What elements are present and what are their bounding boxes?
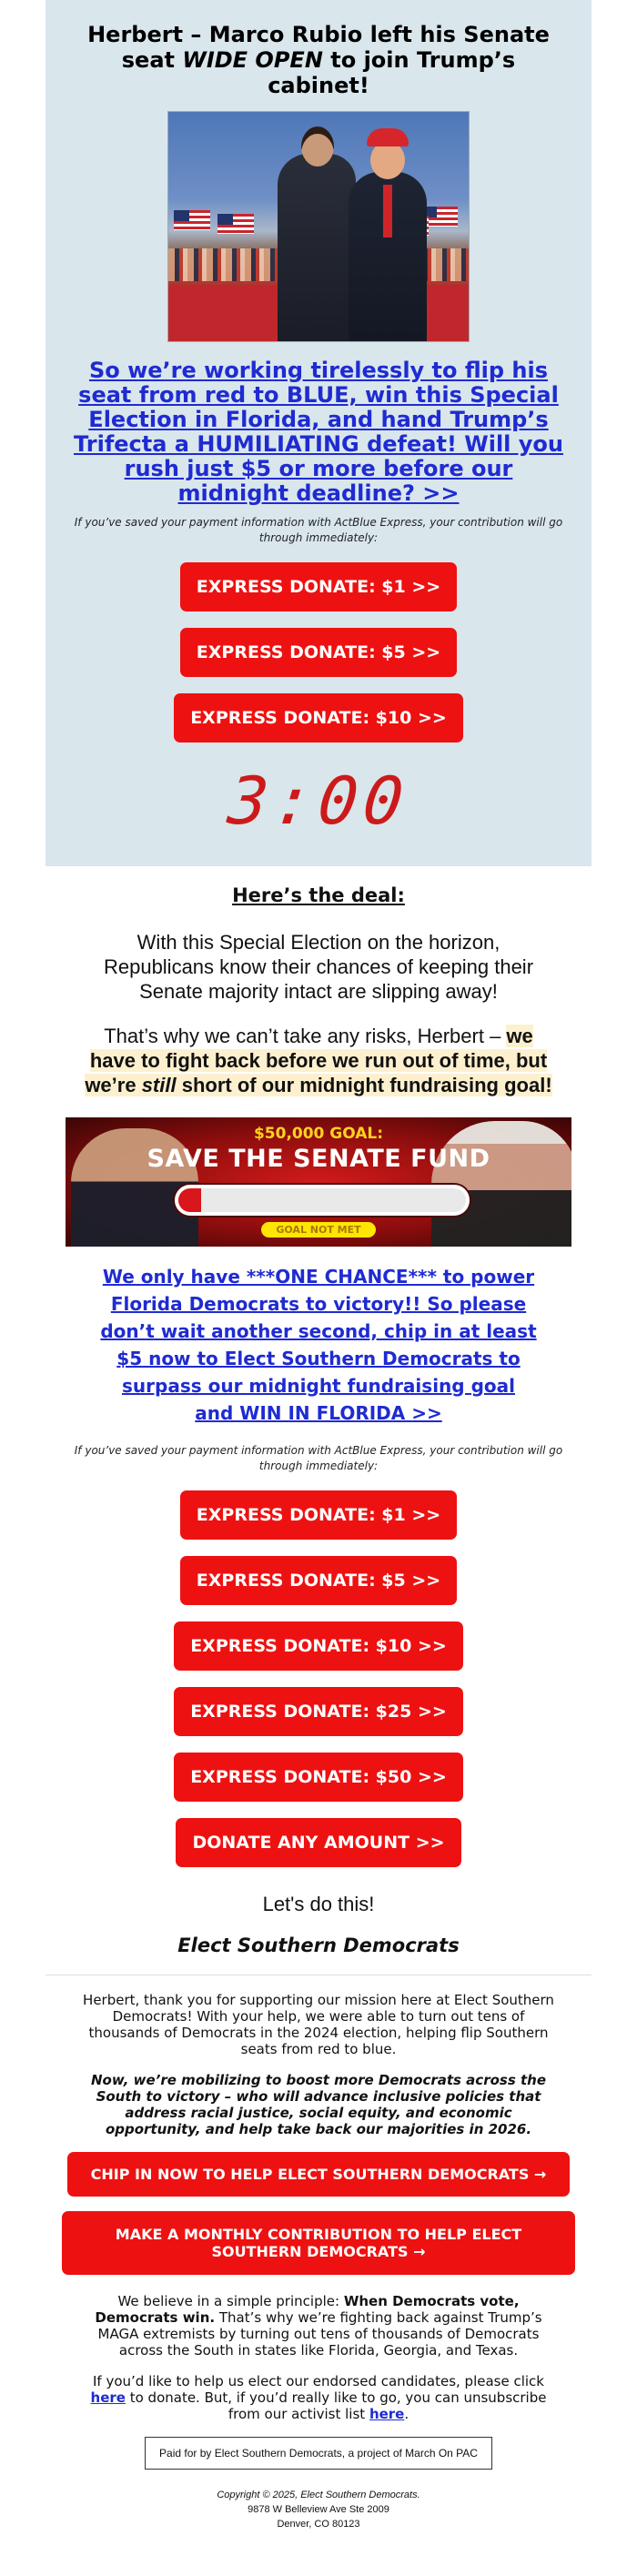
deal-p2-text: That’s why we can’t take any risks, Herbert –: [104, 1025, 507, 1047]
goal-progress-bar: [175, 1185, 470, 1216]
chip-in-button[interactable]: CHIP IN NOW TO HELP ELECT SOUTHERN DEMOCRATS →: [67, 2152, 570, 2197]
footer-address: [46, 2488, 592, 2531]
lets-do-this: Let's do this!: [262, 1893, 375, 1915]
actblue-note-2: If you’ve saved your payment information with ActBlue Express, your contribution will go through immediately:: [74, 1444, 563, 1472]
express-donate-5-button[interactable]: EXPRESS DONATE: $5 >>: [180, 628, 457, 677]
countdown-timer: 3:00: [224, 763, 413, 839]
email-body: [46, 0, 592, 2531]
express-donate-50-button[interactable]: EXPRESS DONATE: $50 >>: [174, 1753, 463, 1802]
goal-status-badge: GOAL NOT MET: [261, 1222, 375, 1237]
red-tie: [383, 185, 392, 237]
principle-text-end: That’s why we’re fighting back against Trump’s MAGA extremists by turning out tens of thousands of Democrats across the South in states like Florida, Georgia, and Texas.: [97, 2309, 542, 2359]
deal-heading: Here’s the deal:: [232, 884, 405, 906]
principle-paragraph: [80, 2293, 557, 2359]
banner-title: SAVE THE SENATE FUND: [147, 1145, 490, 1173]
hero-section: [46, 0, 592, 866]
donate-here-link[interactable]: here: [90, 2389, 126, 2406]
principle-bold: When Democrats vote, Democrats win.: [95, 2293, 520, 2326]
help-text: If you’d like to help us elect our endorsed candidates, please click: [92, 2373, 544, 2389]
monthly-contribution-button[interactable]: MAKE A MONTHLY CONTRIBUTION TO HELP ELECT SOUTHERN DEMOCRATS →: [62, 2211, 575, 2275]
address-line-1: 9878 W Belleview Ave Ste 2009: [248, 2504, 389, 2515]
unsubscribe-link[interactable]: here: [369, 2406, 405, 2422]
deal-paragraph-2: [82, 1024, 555, 1097]
headline-text: Herbert – Marco Rubio left his Senate seat: [87, 22, 550, 73]
deal-section: [46, 884, 592, 1097]
rubio-trump-photo: [167, 111, 470, 342]
express-donate-1-button-2[interactable]: EXPRESS DONATE: $1 >>: [180, 1490, 457, 1540]
actblue-note: If you’ve saved your payment information with ActBlue Express, your contribution will go through immediately:: [74, 516, 563, 544]
express-donate-25-button[interactable]: EXPRESS DONATE: $25 >>: [174, 1687, 463, 1736]
paid-for-box: Paid for by Elect Southern Democrats, a project of March On PAC: [145, 2437, 492, 2470]
address-line-2: Denver, CO 80123: [277, 2519, 360, 2530]
thanks-paragraph: Herbert, thank you for supporting our mission here at Elect Southern Democrats! With your help, we were able to turn out tens of thousands of Democrats in the 2024 election, helping flip Southern seats from red to blue.: [83, 1992, 554, 2057]
express-donate-10-button[interactable]: EXPRESS DONATE: $10 >>: [174, 693, 463, 742]
headline-text-end: to join Trump’s cabinet!: [268, 47, 516, 98]
flag-icon: [174, 210, 210, 230]
unsubscribe-paragraph: [80, 2373, 557, 2422]
express-donate-10-button-2[interactable]: EXPRESS DONATE: $10 >>: [174, 1621, 463, 1671]
principle-text: We believe in a simple principle:: [117, 2293, 344, 2309]
banner-goal: $50,000 GOAL:: [253, 1125, 384, 1143]
deal-paragraph-1: With this Special Election on the horizon, Republicans know their chances of keeping their Senate majority intact are slipping away!: [103, 931, 534, 1003]
copyright: Copyright © 2025, Elect Southern Democrats.: [217, 2490, 420, 2500]
headline-emphasis: WIDE OPEN: [182, 47, 323, 73]
flag-icon: [217, 214, 254, 234]
donate-headline-link[interactable]: So we’re working tirelessly to flip his seat from red to BLUE, win this Special Election in Florida, and hand Trump’s Trifecta a HUMILIATING defeat! Will you rush just $5 or more before our midnight deadline? >>: [74, 358, 563, 506]
signature: Elect Southern Democrats: [177, 1935, 460, 1956]
donate-any-amount-button[interactable]: DONATE ANY AMOUNT >>: [176, 1818, 460, 1867]
help-text-mid: to donate. But, if you’d really like to go, you can unsubscribe from our activist list: [125, 2389, 547, 2422]
help-text-end: .: [404, 2406, 410, 2422]
save-the-senate-banner[interactable]: [66, 1117, 571, 1247]
mission-paragraph: Now, we’re mobilizing to boost more Democrats across the South to victory – who will advance inclusive policies that address racial justice, social equity, and economic opportunity, and help take back our majorities in 2026.: [90, 2072, 546, 2137]
headline: [71, 22, 566, 98]
goal-progress-fill: [178, 1188, 201, 1212]
express-donate-1-button[interactable]: EXPRESS DONATE: $1 >>: [180, 562, 457, 611]
deal-p2-bold-em: still: [141, 1074, 177, 1096]
person-left: [278, 154, 356, 341]
express-donate-5-button-2[interactable]: EXPRESS DONATE: $5 >>: [180, 1556, 457, 1605]
one-chance-link[interactable]: We only have ***ONE CHANCE*** to power Florida Democrats to victory!! So please don’t wait another second, chip in at least $5 now to Elect Southern Democrats to surpass our midnight fundraising goal and WIN IN FLORIDA >>: [100, 1266, 537, 1424]
deal-p2-bold-b: short of our midnight fundraising goal!: [176, 1074, 552, 1096]
deal-p2-bold-a: we have to fight back before we run out of time, but we’re: [85, 1025, 548, 1096]
